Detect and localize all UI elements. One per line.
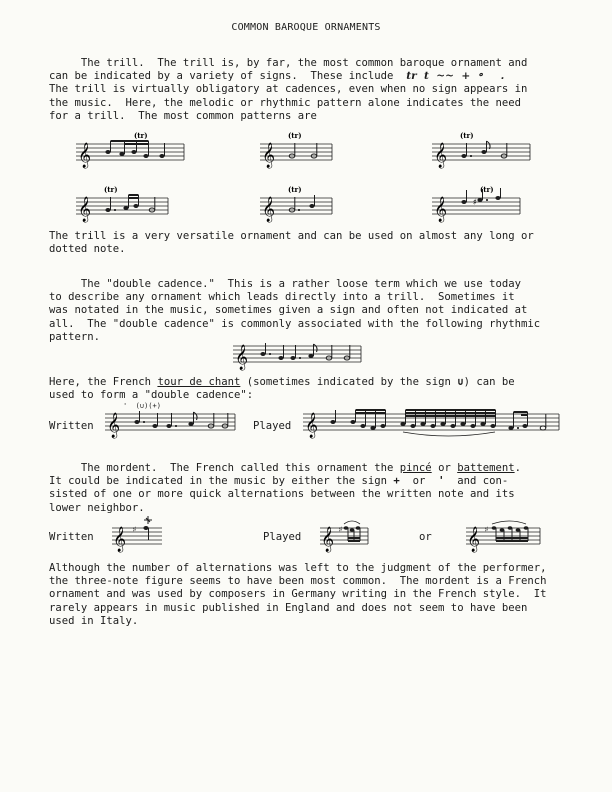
text-line: pattern. [49,330,101,343]
mordent-played-staff [320,514,370,554]
text-line: used to form a "double cadence": [49,389,254,402]
trill-versatility [49,230,564,256]
double-cadence-rhythm-staff [233,340,363,376]
svg-text:𝄞: 𝄞 [78,143,92,168]
mordent-written-label: Written [49,531,94,543]
trill-signs: tr t ~~ + ॰ . [406,70,505,83]
text-line: sisted of one or more quick alternations between the written note and its [49,488,515,501]
double-cadence-played-staff [303,406,563,442]
term-tour-de-chant: tour de chant [157,376,241,388]
double-cadence-sign-marks: ' (∪)(+) [123,402,161,410]
text-line: dotted note. [49,243,126,256]
text-line: can be indicated by a variety of signs. These include tr t ~~ + ॰ . [49,70,505,83]
svg-text:(tr): (tr) [288,132,302,140]
text-line: lower neighbor. [49,501,145,514]
svg-text:𝄞: 𝄞 [113,527,127,552]
svg-text:(tr): (tr) [134,132,148,140]
svg-text:𝄞: 𝄞 [262,197,276,222]
mordent-sign-cross: + [393,475,400,488]
tour-de-chant-sign: ∪ [457,376,464,388]
tour-de-chant-paragraph [49,376,564,402]
svg-text:(tr): (tr) [288,186,302,194]
svg-text:♯: ♯ [132,525,137,534]
text-line: all. The "double cadence" is commonly associated with the following rhythmic [49,317,541,330]
term-pince: pincé [399,462,432,474]
svg-text:𝄞: 𝄞 [434,143,448,168]
text-line: It could be indicated in the music by either the sign + or ' and con- [49,475,509,488]
svg-text:𝄞: 𝄞 [434,197,448,222]
text-line: Here, the French tour de chant (sometimes indicated by the sign ∪) can be [49,376,515,388]
svg-text:𝄞: 𝄞 [321,527,335,552]
svg-text:𝄞: 𝄞 [107,413,121,438]
written-label: Written [49,420,94,432]
page-title: COMMON BAROQUE ORNAMENTS [231,22,381,33]
trill-example-1 [76,132,186,172]
svg-text:𝄞: 𝄞 [262,143,276,168]
text-line: for a trill. The most common patterns are [49,109,317,122]
mordent-played-label: Played [263,531,302,543]
mordent-paragraph [49,462,564,515]
text-line: was notated in the music, sometimes given a sign and often not indicated at [49,304,528,317]
trill-example-2 [260,132,335,172]
mordent-or-label: or [419,531,432,543]
svg-text:𝄞: 𝄞 [235,345,249,370]
svg-text:𝄞: 𝄞 [78,197,92,222]
text-line: The trill. The trill is, by far, the most common baroque ornament and [49,57,528,69]
text-line: The "double cadence." This is a rather loose term which we use today [49,278,521,290]
svg-text:(tr): (tr) [104,186,118,194]
text-line: Although the number of alternations was left to the judgment of the performer, [49,562,547,574]
played-label: Played [253,420,292,432]
svg-text:♯: ♯ [484,525,489,534]
trill-example-4 [76,186,171,226]
mordent-sign-tick: ' [438,475,445,488]
svg-text:(tr): (tr) [480,186,494,194]
text-line: rarely appears in music published in England and does not seem to have been [49,601,528,614]
double-cadence-paragraph [49,278,564,344]
svg-text:(tr): (tr) [460,132,474,140]
trill-example-5 [260,186,335,226]
mordent-closing-paragraph [49,562,564,628]
trill-paragraph [49,57,564,123]
text-line: used in Italy. [49,614,139,627]
svg-text:𝄞: 𝄞 [305,413,319,438]
text-line: the three-note figure seems to have been most common. The mordent is a French [49,575,547,588]
trill-example-3 [432,132,532,172]
mordent-played-alt-staff [466,514,542,554]
svg-text:𝄞: 𝄞 [467,527,481,552]
trill-example-6 [432,186,522,226]
mordent-written-staff [112,514,164,554]
text-line: ornament and was used by composers in Germany writing in the French style. It [49,588,547,601]
term-battement: battement [457,462,515,474]
text-line: The mordent. The French called this ornament the pincé or battement. [49,462,521,474]
svg-text:♯: ♯ [472,198,478,208]
svg-text:♯: ♯ [338,525,343,534]
text-line: the music. Here, the melodic or rhythmic pattern alone indicates the need [49,96,521,109]
text-line: The trill is a very versatile ornament and can be used on almost any long or [49,230,534,242]
text-line: to describe any ornament which leads directly into a trill. Sometimes it [49,291,515,304]
double-cadence-written-staff [105,408,237,442]
text-line: The trill is virtually obligatory at cadences, even when no sign appears in [49,83,528,96]
